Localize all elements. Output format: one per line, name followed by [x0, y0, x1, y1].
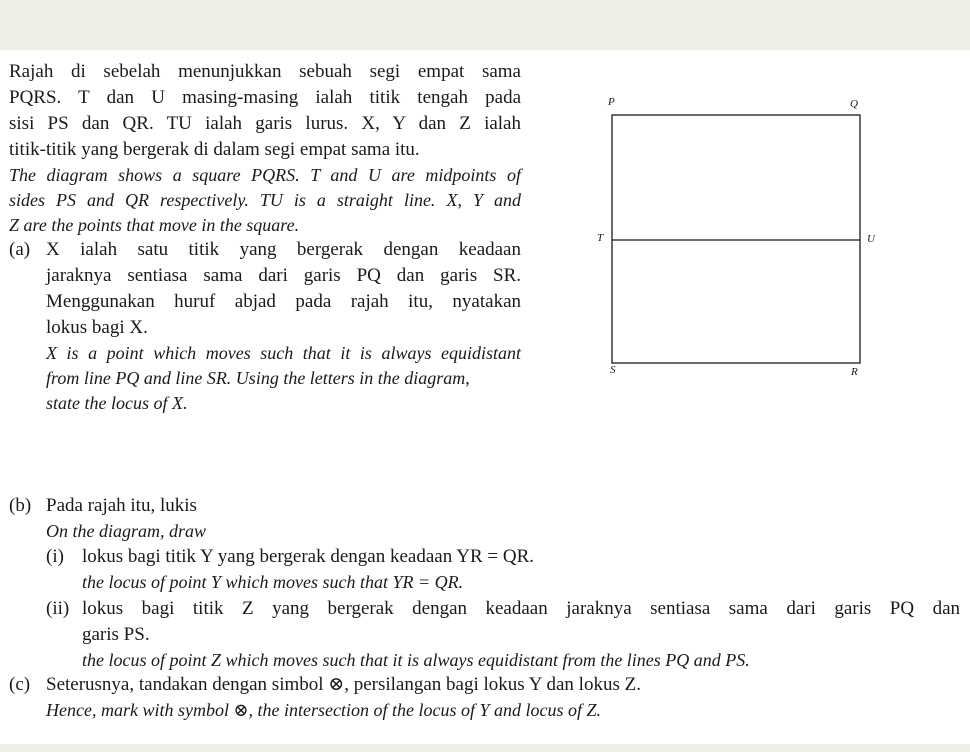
question-page [0, 50, 970, 744]
intro-english-line-2: sides PS and QR respectively. TU is a straight line. X, Y and [9, 190, 521, 210]
part-c-malay: Seterusnya, tandakan dengan simbol ⊗, persilangan bagi lokus Y dan lokus Z. [46, 674, 641, 695]
midpoint-label-u: U [867, 233, 875, 245]
part-b-i-label: (i) [46, 546, 64, 567]
vertex-label-q: Q [850, 98, 858, 110]
part-a-english-line-1: X is a point which moves such that it is always equidistant [46, 343, 521, 363]
part-a-english-line-3: state the locus of X. [46, 393, 188, 413]
intro-english-line-1: The diagram shows a square PQRS. T and U are midpoints of [9, 165, 521, 185]
part-a-malay-line-2: jaraknya sentiasa sama dari garis PQ dan garis SR. [46, 265, 521, 286]
part-b-ii-malay-line-2: garis PS. [82, 624, 150, 645]
square-pqrs [612, 115, 860, 363]
part-c-label: (c) [9, 674, 31, 695]
part-b-english: On the diagram, draw [46, 521, 207, 541]
part-b-label: (b) [9, 495, 32, 516]
vertex-label-p: P [608, 96, 615, 108]
intro-malay-line-1: Rajah di sebelah menunjukkan sebuah segi empat sama [9, 61, 521, 82]
part-a-malay-line-4: lokus bagi X. [46, 317, 148, 338]
part-a-malay-line-1: X ialah satu titik yang bergerak dengan keadaan [46, 239, 521, 260]
part-a-malay-line-3: Menggunakan huruf abjad pada rajah itu, nyatakan [46, 291, 521, 312]
intro-malay-line-4: titik-titik yang bergerak di dalam segi empat sama itu. [9, 139, 420, 160]
intro-english-line-3: Z are the points that move in the square. [9, 215, 300, 235]
part-b-ii-label: (ii) [46, 598, 70, 619]
vertex-label-r: R [851, 366, 858, 378]
part-b-i-english: the locus of point Y which moves such that YR = QR. [82, 572, 464, 592]
vertex-label-s: S [610, 364, 616, 376]
part-b-malay: Pada rajah itu, lukis [46, 495, 197, 516]
intro-malay-line-3: sisi PS dan QR. TU ialah garis lurus. X, Y dan Z ialah [9, 113, 521, 134]
part-a-label: (a) [9, 239, 31, 260]
square-diagram [0, 50, 970, 744]
part-a-english-line-2: from line PQ and line SR. Using the letters in the diagram, [46, 368, 470, 388]
part-b-ii-malay-line-1: lokus bagi titik Z yang bergerak dengan keadaan jaraknya sentiasa sama dari garis PQ dan [82, 598, 960, 619]
part-b-ii-english: the locus of point Z which moves such that it is always equidistant from the lines PQ and PS. [82, 650, 750, 670]
intro-malay-line-2: PQRS. T dan U masing-masing ialah titik tengah pada [9, 87, 521, 108]
part-c-english: Hence, mark with symbol ⊗, the intersection of the locus of Y and locus of Z. [46, 700, 602, 720]
part-b-i-malay: lokus bagi titik Y yang bergerak dengan keadaan YR = QR. [82, 546, 535, 567]
midpoint-label-t: T [597, 232, 604, 244]
